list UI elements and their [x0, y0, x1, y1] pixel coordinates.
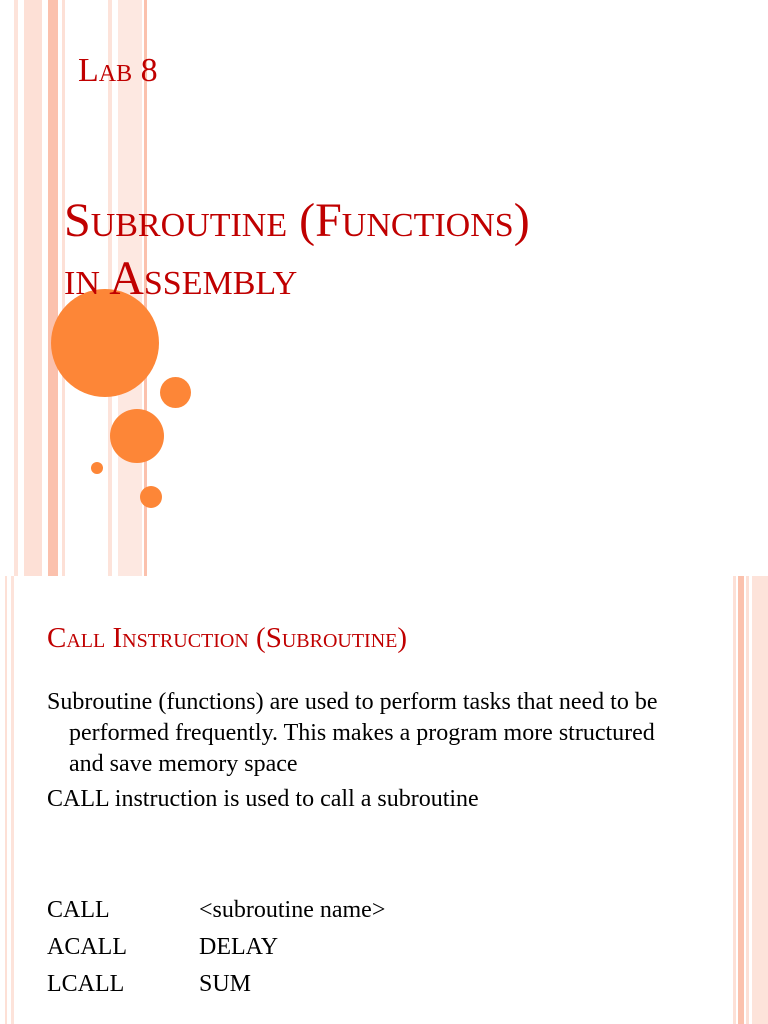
decor-stripe — [24, 0, 42, 576]
body-paragraph: CALL instruction is used to call a subroutine — [47, 786, 479, 812]
decor-stripe — [11, 576, 14, 1024]
instruction-row — [47, 892, 385, 929]
decor-stripe — [5, 576, 7, 1024]
decor-circle-small — [140, 486, 162, 508]
decor-stripe — [48, 0, 58, 576]
instruction-row — [47, 966, 385, 1003]
decor-stripe — [746, 576, 749, 1024]
decor-circle-small — [160, 377, 191, 408]
instruction-opcode: CALL — [47, 897, 110, 923]
content-slide — [0, 576, 768, 1024]
decor-stripe — [14, 0, 18, 576]
instruction-operand: <subroutine name> — [199, 897, 386, 923]
slide-main-title — [64, 192, 530, 308]
instruction-table — [47, 892, 385, 1003]
decor-stripe — [738, 576, 744, 1024]
slide-body — [47, 687, 687, 815]
decor-circle-medium — [110, 409, 164, 463]
instruction-row — [47, 929, 385, 966]
body-paragraph: Subroutine (functions) are used to perform tasks that need to be performed frequently. This makes a program more structured and save memory space — [47, 689, 658, 777]
title-line-2: in Assembly — [64, 252, 298, 305]
decor-stripe — [733, 576, 736, 1024]
instruction-operand: SUM — [199, 971, 252, 997]
decor-stripe — [752, 576, 768, 1024]
decor-circle-tiny — [91, 462, 103, 474]
instruction-opcode: ACALL — [47, 934, 127, 960]
instruction-operand: DELAY — [199, 934, 279, 960]
lab-title: Lab 8 — [78, 52, 158, 89]
slide-title: Call Instruction (Subroutine) — [47, 622, 408, 654]
title-line-1: Subroutine (Functions) — [64, 194, 530, 247]
instruction-opcode: LCALL — [47, 971, 125, 997]
